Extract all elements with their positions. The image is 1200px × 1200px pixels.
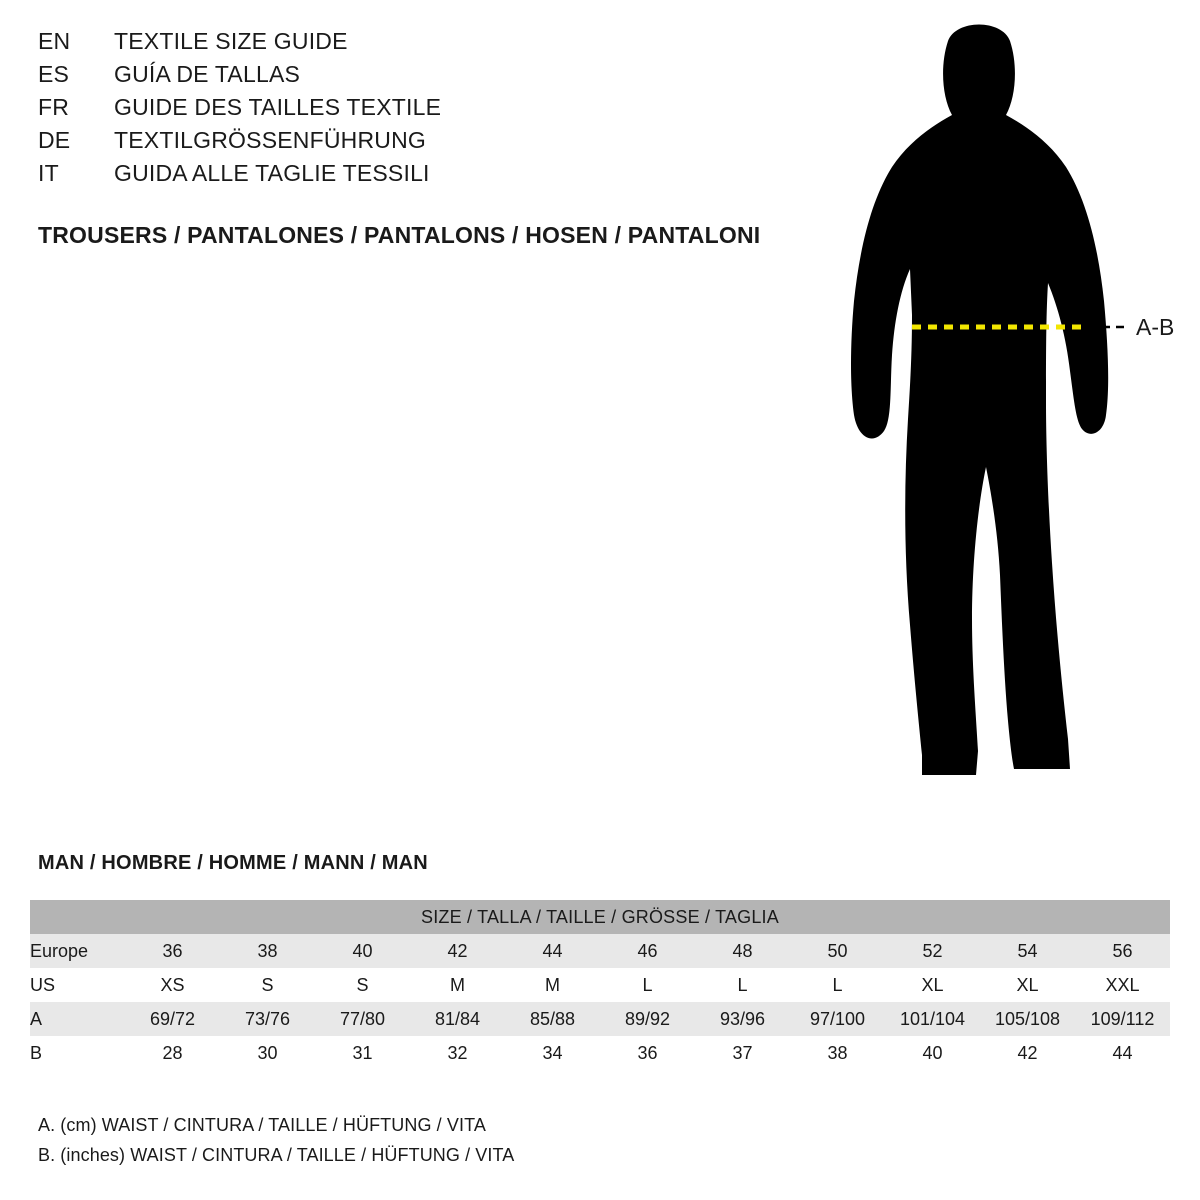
section-title-man: MAN / HOMBRE / HOMME / MANN / MAN <box>38 852 428 874</box>
table-cell: 54 <box>980 934 1075 968</box>
male-silhouette <box>851 25 1108 776</box>
table-cell: 69/72 <box>125 1002 220 1036</box>
language-title: GUIDA ALLE TAGLIE TESSILI <box>114 160 430 186</box>
language-row <box>38 94 798 127</box>
table-cell: M <box>410 968 505 1002</box>
table-cell: 37 <box>695 1036 790 1070</box>
table-cell: 97/100 <box>790 1002 885 1036</box>
table-cell: 46 <box>600 934 695 968</box>
table-cell: XL <box>885 968 980 1002</box>
table-header-row <box>30 900 1170 934</box>
language-code: EN <box>38 28 71 54</box>
table-row <box>30 1002 1170 1036</box>
table-cell: L <box>790 968 885 1002</box>
table-cell: 89/92 <box>600 1002 695 1036</box>
language-title: GUÍA DE TALLAS <box>114 61 301 87</box>
table-cell: L <box>600 968 695 1002</box>
row-label: B <box>30 1036 125 1070</box>
table-cell: 73/76 <box>220 1002 315 1036</box>
table-cell: 109/112 <box>1075 1002 1170 1036</box>
garment-type-line: TROUSERS / PANTALONES / PANTALONS / HOSEN / PANTALONI <box>38 222 761 248</box>
table-cell: L <box>695 968 790 1002</box>
table-cell: 32 <box>410 1036 505 1070</box>
table-cell: 48 <box>695 934 790 968</box>
language-code: ES <box>38 61 70 87</box>
table-header-label: SIZE / TALLA / TAILLE / GRÖSSE / TAGLIA <box>30 900 1170 934</box>
table-cell: 50 <box>790 934 885 968</box>
table-cell: XS <box>125 968 220 1002</box>
table-cell: 42 <box>980 1036 1075 1070</box>
language-title: TEXTILE SIZE GUIDE <box>114 28 348 54</box>
size-table-wrapper <box>30 900 1170 1070</box>
language-title-list <box>38 28 798 193</box>
table-cell: 34 <box>505 1036 600 1070</box>
row-label: US <box>30 968 125 1002</box>
language-title: TEXTILGRÖSSENFÜHRUNG <box>114 127 426 153</box>
table-cell: 40 <box>315 934 410 968</box>
table-cell: 40 <box>885 1036 980 1070</box>
table-cell: 28 <box>125 1036 220 1070</box>
language-row <box>38 61 798 94</box>
table-row <box>30 1036 1170 1070</box>
language-title: GUIDE DES TAILLES TEXTILE <box>114 94 442 120</box>
table-cell: XXL <box>1075 968 1170 1002</box>
table-cell: 38 <box>790 1036 885 1070</box>
table-cell: 93/96 <box>695 1002 790 1036</box>
table-cell: XL <box>980 968 1075 1002</box>
size-table <box>30 900 1170 1070</box>
footnote-b: B. (inches) WAIST / CINTURA / TAILLE / HÜFTUNG / VITA <box>38 1145 515 1165</box>
language-row <box>38 127 798 160</box>
table-cell: M <box>505 968 600 1002</box>
measurement-label: A-B <box>1136 314 1175 340</box>
table-cell: S <box>315 968 410 1002</box>
table-cell: 105/108 <box>980 1002 1075 1036</box>
language-code: DE <box>38 127 71 153</box>
table-row <box>30 934 1170 968</box>
table-cell: 56 <box>1075 934 1170 968</box>
table-cell: 30 <box>220 1036 315 1070</box>
row-label: Europe <box>30 934 125 968</box>
table-row <box>30 968 1170 1002</box>
table-cell: 85/88 <box>505 1002 600 1036</box>
table-cell: 38 <box>220 934 315 968</box>
footnotes <box>38 1110 514 1170</box>
table-cell: 81/84 <box>410 1002 505 1036</box>
table-cell: 77/80 <box>315 1002 410 1036</box>
table-cell: 44 <box>1075 1036 1170 1070</box>
table-cell: 42 <box>410 934 505 968</box>
row-label: A <box>30 1002 125 1036</box>
language-row <box>38 28 798 61</box>
language-row <box>38 160 798 193</box>
table-cell: S <box>220 968 315 1002</box>
table-cell: 44 <box>505 934 600 968</box>
table-cell: 31 <box>315 1036 410 1070</box>
table-cell: 36 <box>600 1036 695 1070</box>
table-cell: 101/104 <box>885 1002 980 1036</box>
table-cell: 36 <box>125 934 220 968</box>
language-code: IT <box>38 160 59 186</box>
language-code: FR <box>38 94 70 120</box>
footnote-a: A. (cm) WAIST / CINTURA / TAILLE / HÜFTUNG / VITA <box>38 1115 486 1135</box>
figure-illustration <box>800 15 1190 805</box>
table-cell: 52 <box>885 934 980 968</box>
